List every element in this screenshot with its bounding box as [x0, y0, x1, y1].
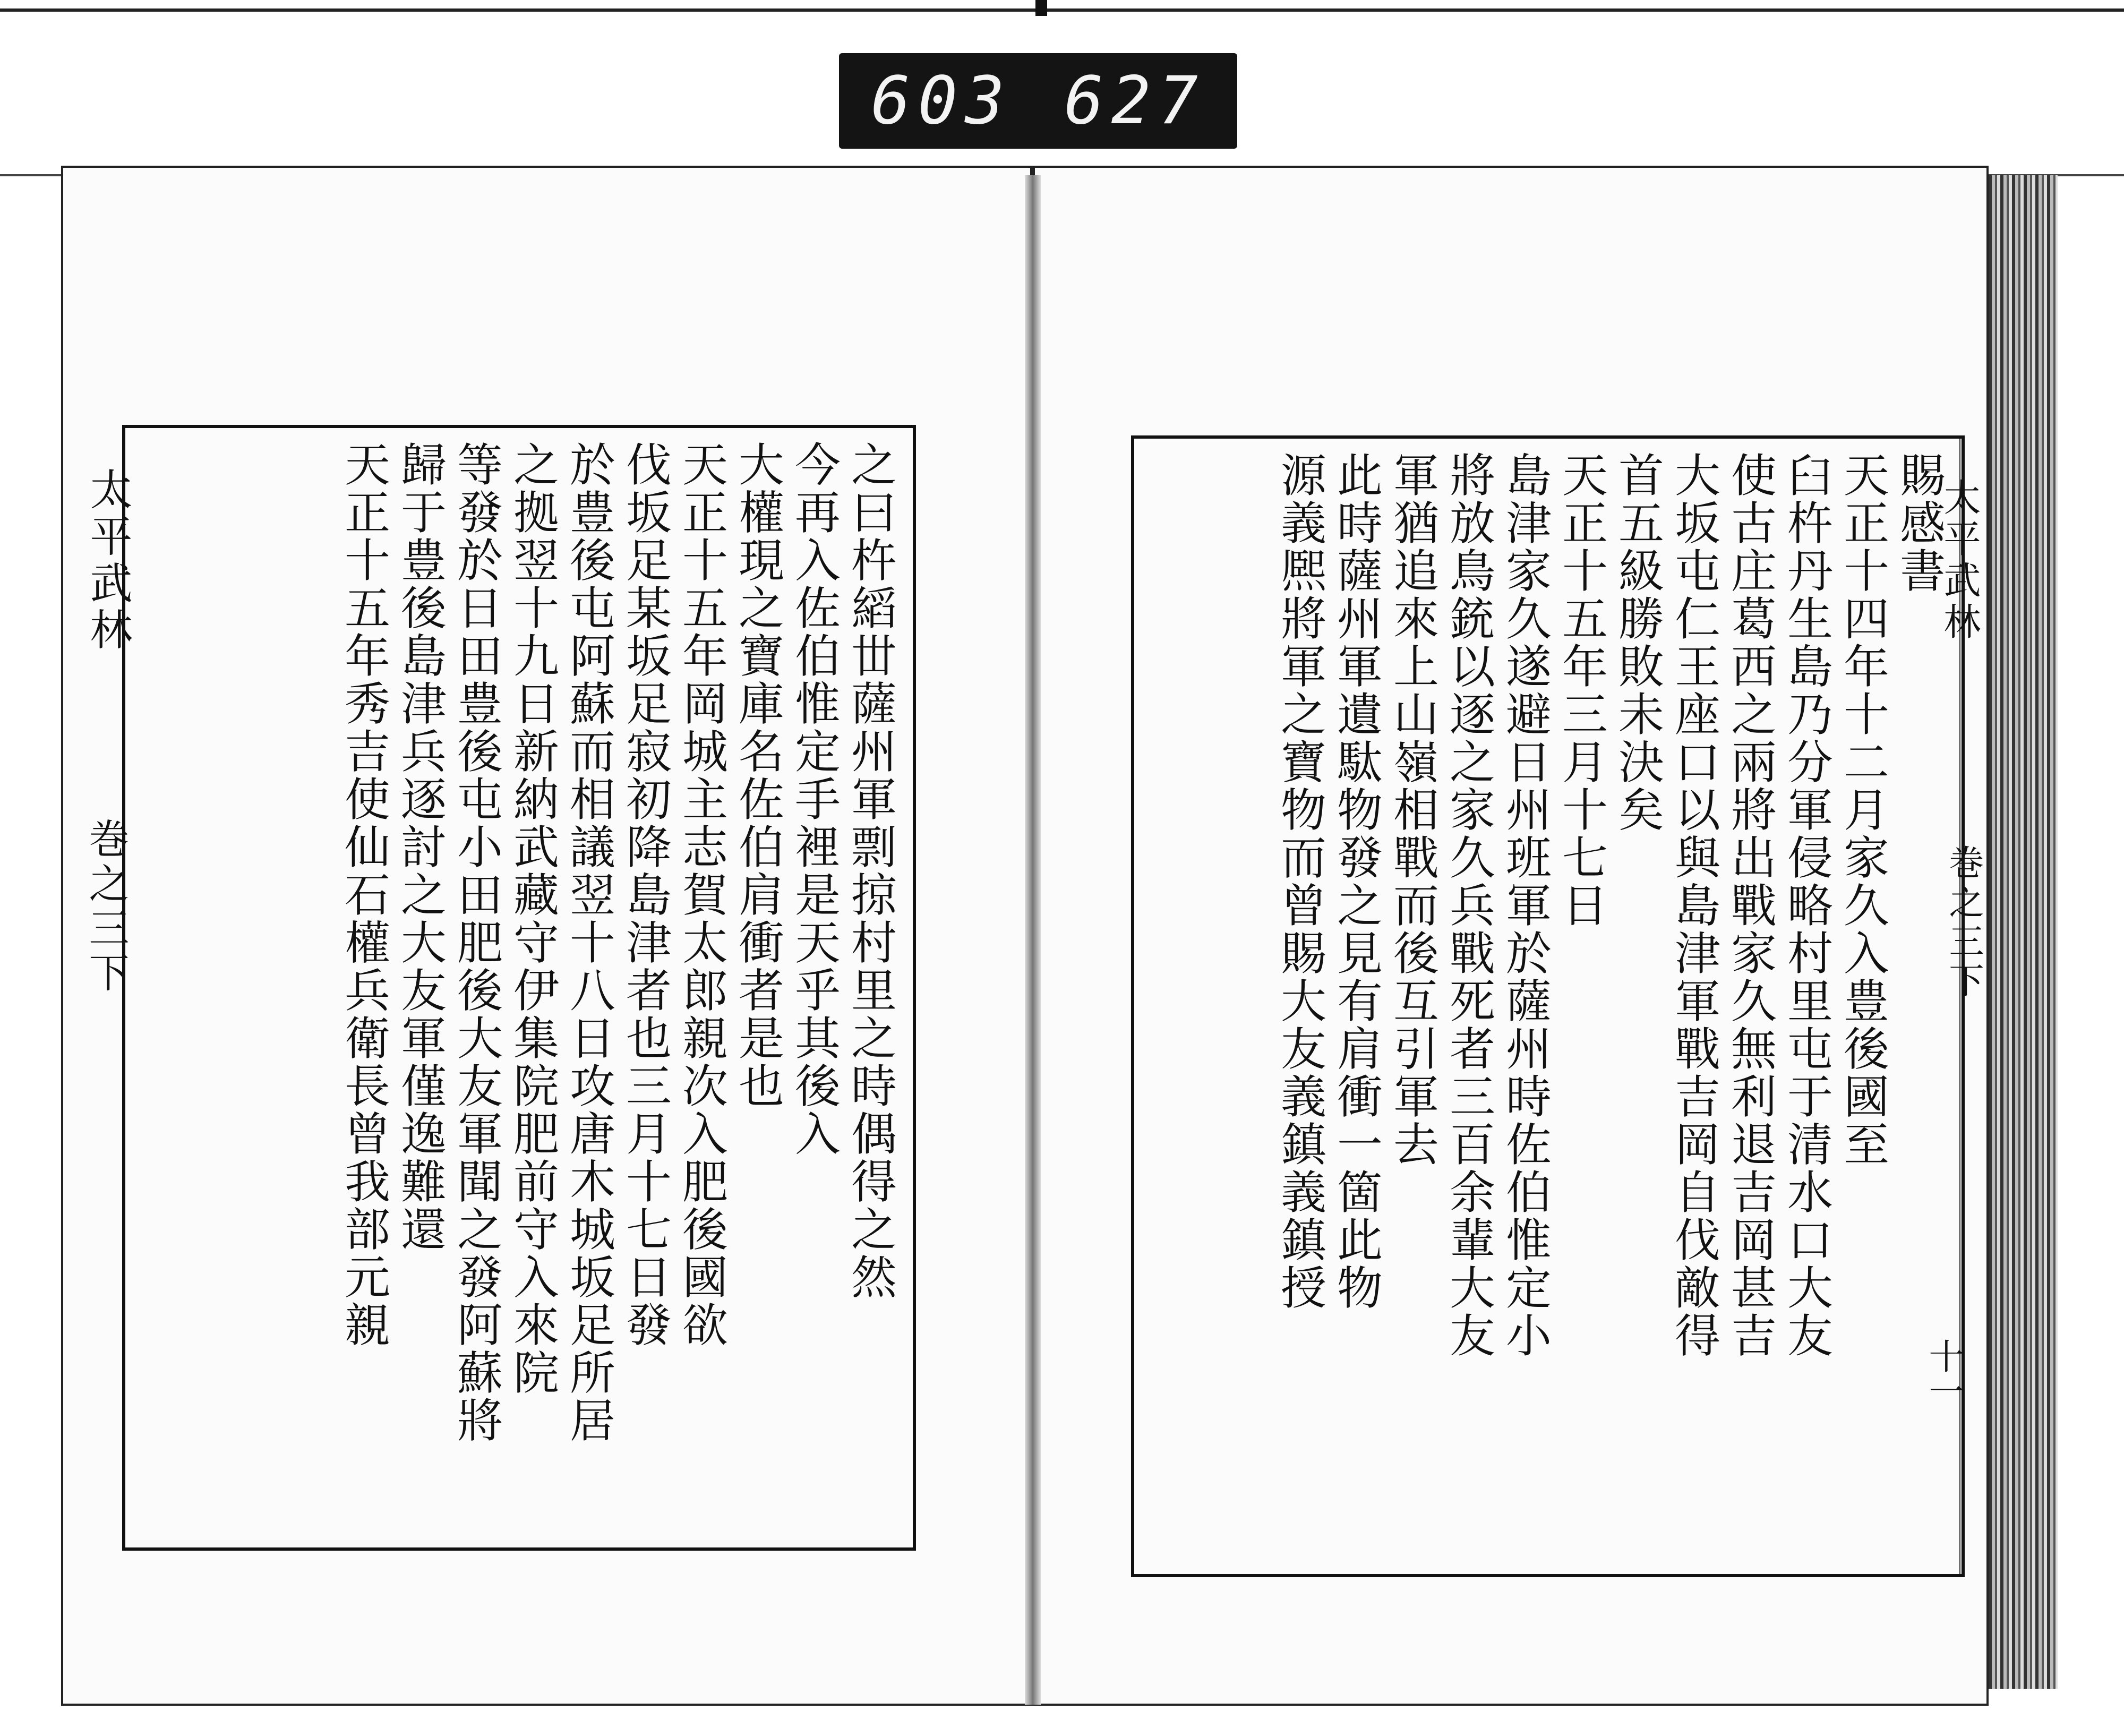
top-edge-line — [0, 8, 2124, 12]
text-column: 天正十五年秀吉使仙石權兵衛長曾我部元親 — [337, 441, 390, 1349]
text-column: 之曰杵縚丗薩州軍剽掠村里之時偶得之然 — [843, 441, 896, 1301]
text-column: 等發於日田豊後屯小田肥後大友軍聞之發阿蘇將 — [449, 441, 502, 1444]
book-spine — [1025, 175, 1041, 1705]
text-column: 於豊後屯阿蘇而相議翌十八日攻唐木城坂足所居 — [562, 441, 615, 1444]
text-column: 之拠翌十九日新納武藏守伊集院肥前守入來院 — [506, 441, 559, 1397]
text-column: 天正十四年十二月家久入豊後國至 — [1836, 451, 1889, 1168]
text-column: 將放鳥銃以逐之家久兵戰死者三百余輩大友 — [1442, 451, 1495, 1359]
left-folio: 巻之三下 — [82, 818, 130, 996]
frame-number-left: 603 — [871, 63, 1012, 139]
text-column: 島津家久遂避日州班軍於薩州時佐伯惟定小 — [1498, 451, 1551, 1359]
text-column: 今再入佐伯惟定手裡是天乎其後入 — [787, 441, 840, 1158]
fold-mark-top — [1035, 0, 1047, 16]
left-text-block — [122, 425, 916, 1551]
text-column: 伐坂足某坂足寂初降島津者也三月十七日發 — [618, 441, 671, 1349]
page-number: 十一 — [1923, 1338, 1964, 1408]
right-margin-title: 太平武林 — [1938, 478, 1981, 644]
frame-number-right: 627 — [1064, 63, 1205, 139]
text-column: 歸于豊後島津兵逐討之大友軍僅逸難還 — [393, 441, 446, 1253]
text-column: 天正十五年岡城主志賀太郎親次入肥後國欲 — [674, 441, 727, 1349]
text-column: 此時薩州軍遺駄物發之見有肩衝一箇此物 — [1329, 451, 1382, 1312]
frame-number-label — [839, 53, 1237, 149]
text-column: 臼杵丹生島乃分軍侵略村里屯于清水口大友 — [1779, 451, 1832, 1359]
text-column: 天正十五年三月十七日 — [1554, 451, 1607, 929]
text-column: 源義熈將軍之寶物而曾賜大友義鎮義鎮授 — [1273, 451, 1326, 1312]
text-column: 軍猶追來上山嶺相戰而後互引軍去 — [1385, 451, 1438, 1168]
right-folio: 巻之三下 — [1943, 844, 1984, 1002]
text-column: 賜感書 — [1892, 451, 1945, 595]
text-column: 使古庄葛西之兩將出戰家久無利退吉岡甚吉 — [1723, 451, 1776, 1359]
left-margin-title: 太平武林 — [83, 467, 132, 654]
text-column: 大權現之寶庫名佐伯肩衝者是也 — [731, 441, 784, 1110]
page-edges — [1989, 175, 2058, 1689]
text-column: 大坂屯仁王座口以與島津軍戰吉岡自伐敵得 — [1667, 451, 1720, 1359]
text-column: 首五級勝敗未決矣 — [1611, 451, 1664, 834]
right-text-block — [1131, 435, 1965, 1577]
